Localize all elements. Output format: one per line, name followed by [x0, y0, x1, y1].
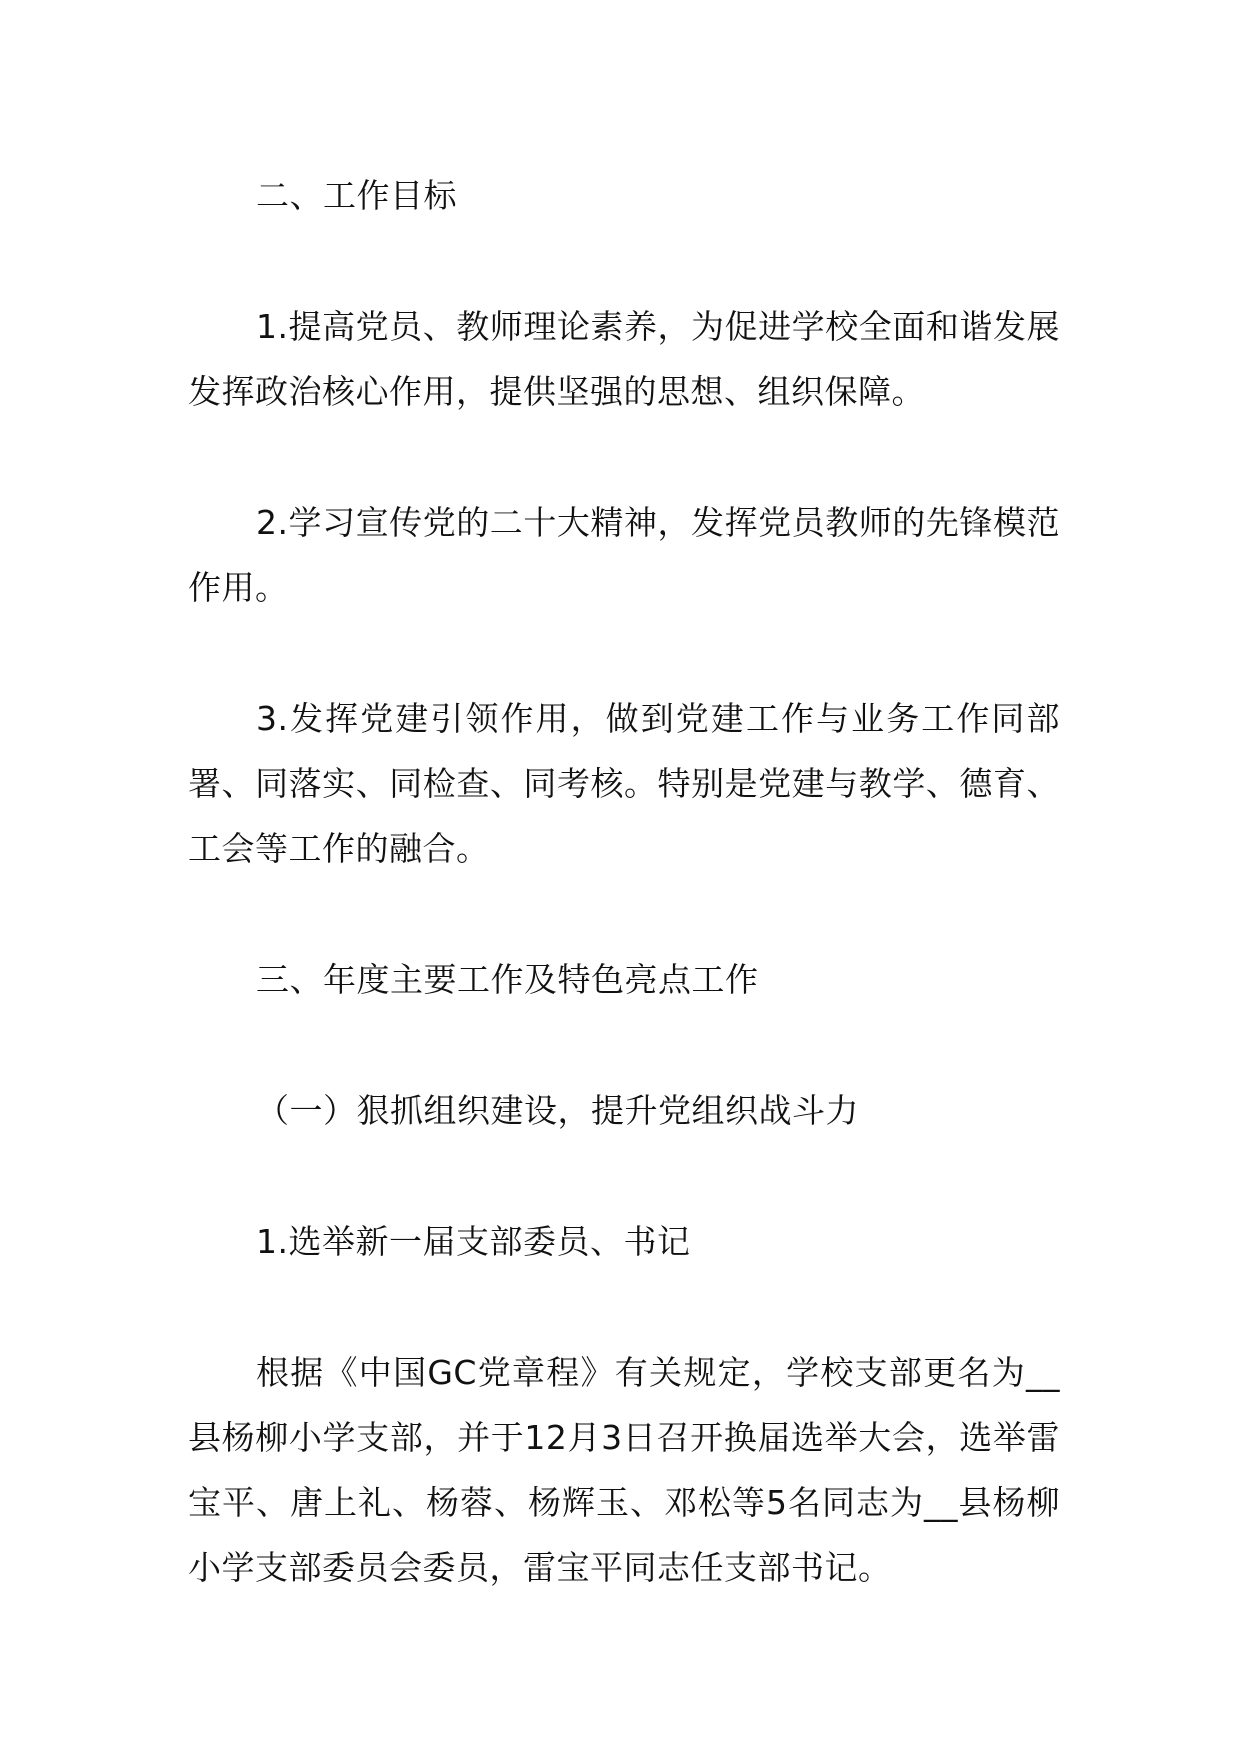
- section-heading-annual-work: 三、年度主要工作及特色亮点工作: [256, 960, 759, 999]
- body-paragraph-election: 根据《中国GC党章程》有关规定，学校支部更名为__县杨柳小学支部，并于12月3日召开换届选举大会，选举雷宝平、唐上礼、杨蓉、杨辉玉、邓松等5名同志为__县杨柳小学支部委员会委员，雷宝平同志任支部书记。: [188, 1353, 1060, 1587]
- goal-item-1: 1.提高党员、教师理论素养，为促进学校全面和谐发展发挥政治核心作用，提供坚强的思想、组织保障。: [188, 307, 1060, 411]
- subsection-heading-organization: （一）狠抓组织建设，提升党组织战斗力: [256, 1091, 859, 1130]
- item-heading-election: 1.选举新一届支部委员、书记: [256, 1222, 691, 1261]
- section-heading-work-goals: 二、工作目标: [256, 176, 457, 215]
- goal-item-2: 2.学习宣传党的二十大精神，发挥党员教师的先锋模范作用。: [188, 503, 1060, 607]
- goal-item-3: 3.发挥党建引领作用，做到党建工作与业务工作同部署、同落实、同检查、同考核。特别是党建与教学、德育、工会等工作的融合。: [188, 699, 1060, 868]
